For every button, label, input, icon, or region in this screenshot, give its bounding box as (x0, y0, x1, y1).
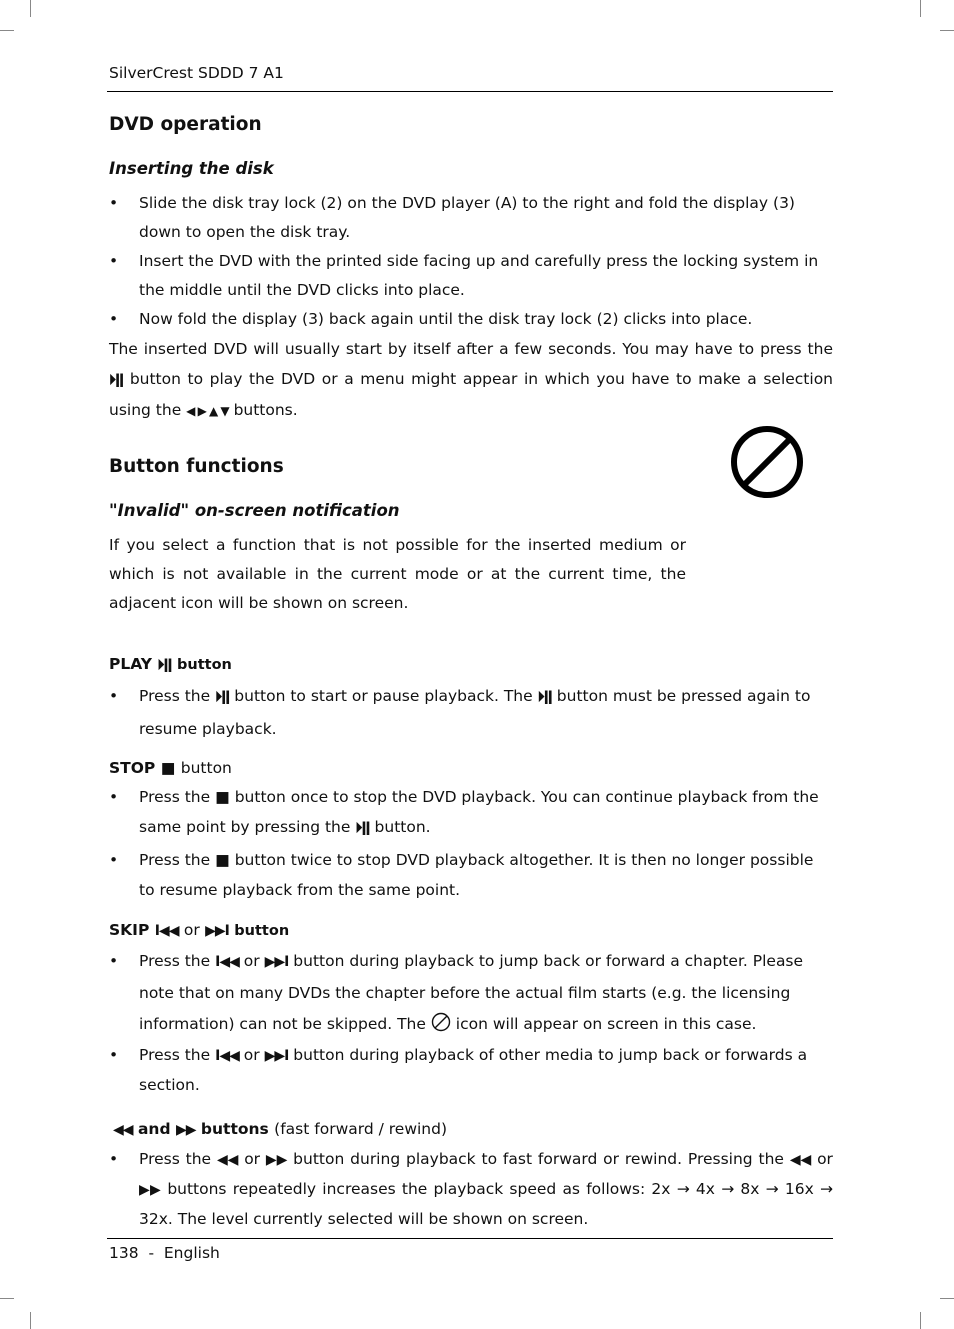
list-text: 4x (695, 1180, 715, 1198)
crop-mark (940, 30, 954, 31)
heading-text: (fast forward / rewind) (274, 1120, 448, 1138)
page-content (109, 112, 833, 1234)
list-text: or (817, 1150, 833, 1168)
list-text: button must be pressed again to resume playback. (139, 687, 811, 738)
skip-forward-icon: ▶▶I (264, 954, 289, 970)
paragraph-text: buttons. (233, 401, 298, 419)
play-pause-icon: ⏵ǁ (109, 372, 124, 388)
list-item: • Insert the DVD with the printed side facing up and carefully press the locking system in the middle until the DVD clicks into place. (109, 247, 833, 305)
play-pause-icon: ⏵ǁ (537, 689, 552, 705)
stop-icon: ■ (215, 851, 230, 869)
paragraph-text: The inserted DVD will usually start by itself after a few seconds. You may have to press the (109, 340, 833, 358)
list-item (109, 1145, 833, 1234)
subheading-invalid-notification: "Invalid" on-screen notification (109, 501, 400, 520)
prohibited-icon (730, 425, 804, 499)
list-text: Press the (139, 687, 211, 705)
skip-forward-icon: ▶▶I (264, 1048, 289, 1064)
list-text: button. (374, 817, 431, 836)
list-item (109, 846, 833, 905)
skip-back-icon: I◀◀ (215, 1048, 239, 1064)
skip-forward-icon: ▶▶I (205, 923, 229, 939)
list-text: or (243, 1046, 260, 1064)
heading-text: SKIP (109, 921, 150, 939)
list-text: icon will appear on screen in this case. (455, 1015, 757, 1033)
list-item: • Slide the disk tray lock (2) on the DVD player (A) to the right and fold the display (3) down to open the disk tray. (109, 189, 833, 247)
page (109, 0, 833, 1329)
section-heading-button-functions: Button functions (109, 456, 284, 477)
heading-text: buttons (200, 1120, 269, 1138)
invalid-paragraph: If you select a function that is not possible for the inserted medium or which is not available in the current mode or at the current time, the adjacent icon will be shown on screen. (109, 536, 686, 612)
stop-button-heading (109, 755, 833, 781)
list-text: or (244, 1150, 261, 1168)
section-heading-dvd-operation: DVD operation (109, 114, 262, 135)
list-text: button once to stop the DVD playback. You can continue playback from the same point by pressing the (139, 788, 819, 836)
list-text: Press the (139, 851, 211, 869)
stop-list (109, 783, 833, 905)
arrow-right-icon: → (820, 1180, 834, 1198)
heading-text: and (137, 1120, 171, 1138)
arrow-right-icon: → (676, 1180, 690, 1198)
list-text: Press the (139, 952, 211, 970)
ff-rewind-list (109, 1145, 833, 1234)
list-text: button during playback to jump back or forward a chapter. Please note that on many DVDs the chapter before the actual film starts (e.g. the licensing information) can not be skipped. The (139, 952, 804, 1033)
arrow-right-icon: → (721, 1180, 735, 1198)
fast-forward-icon: ▶▶ (175, 1122, 196, 1138)
subheading-inserting-disk: Inserting the disk (109, 159, 274, 178)
list-text: button to start or pause playback. The (234, 687, 533, 705)
skip-back-icon: I◀◀ (154, 923, 179, 939)
rewind-icon: ◀◀ (789, 1152, 812, 1168)
paragraph-text: button to play the DVD or a menu might appear in which you have to make a selection using the (109, 370, 833, 419)
list-text: button twice to stop DVD playback altogether. It is then no longer possible to resume playback from the same point. (139, 851, 814, 899)
heading-text: or (183, 921, 200, 939)
crop-mark (0, 1298, 14, 1299)
rewind-icon: ◀◀ (113, 1122, 133, 1138)
navigation-arrows-icon: ◀ ▶ ▲ ▼ (186, 404, 229, 418)
arrow-right-icon: → (765, 1180, 779, 1198)
crop-mark (30, 0, 31, 17)
crop-mark (940, 1298, 954, 1299)
crop-mark (920, 0, 921, 17)
list-text: Press the (139, 788, 211, 806)
list-item (109, 1041, 833, 1100)
skip-list (109, 946, 833, 1100)
list-text: 32x. (139, 1210, 173, 1228)
list-text: 8x (740, 1180, 760, 1198)
list-text: Press the (139, 1150, 212, 1168)
list-text: Press the (139, 1046, 211, 1064)
list-item (109, 783, 833, 843)
fast-forward-icon: ▶▶ (139, 1182, 162, 1198)
running-header: SilverCrest SDDD 7 A1 (109, 64, 284, 82)
list-text: buttons repeatedly increases the playback speed as follows: 2x (167, 1180, 671, 1198)
crop-mark (0, 30, 14, 31)
heading-text: button (234, 923, 290, 939)
rewind-icon: ◀◀ (216, 1152, 239, 1168)
heading-text: STOP (109, 759, 156, 777)
play-button-heading (109, 651, 833, 678)
prohibited-icon (431, 1012, 451, 1032)
ff-rewind-heading (109, 1116, 833, 1143)
heading-text: button (177, 657, 232, 673)
stop-icon: ■ (160, 759, 176, 777)
list-item (109, 946, 833, 1040)
play-list (109, 680, 833, 745)
heading-text: button (180, 759, 232, 777)
inserting-list (109, 189, 833, 334)
list-item (109, 680, 833, 745)
fast-forward-icon: ▶▶ (265, 1152, 288, 1168)
inserting-paragraph (109, 334, 833, 426)
page-footer: 138 - English (109, 1244, 220, 1262)
list-text: The level currently selected will be shown on screen. (177, 1210, 589, 1228)
skip-back-icon: I◀◀ (215, 954, 239, 970)
list-text: or (243, 952, 260, 970)
list-item: • Now fold the display (3) back again until the disk tray lock (2) clicks into place. (109, 305, 833, 334)
play-pause-icon: ⏵ǁ (355, 819, 370, 836)
play-pause-icon: ⏵ǁ (215, 689, 230, 705)
play-pause-icon: ⏵ǁ (157, 657, 172, 673)
stop-icon: ■ (215, 788, 230, 806)
list-text: button during playback of other media to jump back or forwards a section. (139, 1046, 808, 1094)
heading-text: PLAY (109, 655, 152, 673)
crop-mark (30, 1312, 31, 1329)
skip-button-heading (109, 917, 833, 944)
list-text: 16x (784, 1180, 814, 1198)
crop-mark (920, 1312, 921, 1329)
list-text: button during playback to fast forward or rewind. Pressing the (293, 1150, 784, 1168)
